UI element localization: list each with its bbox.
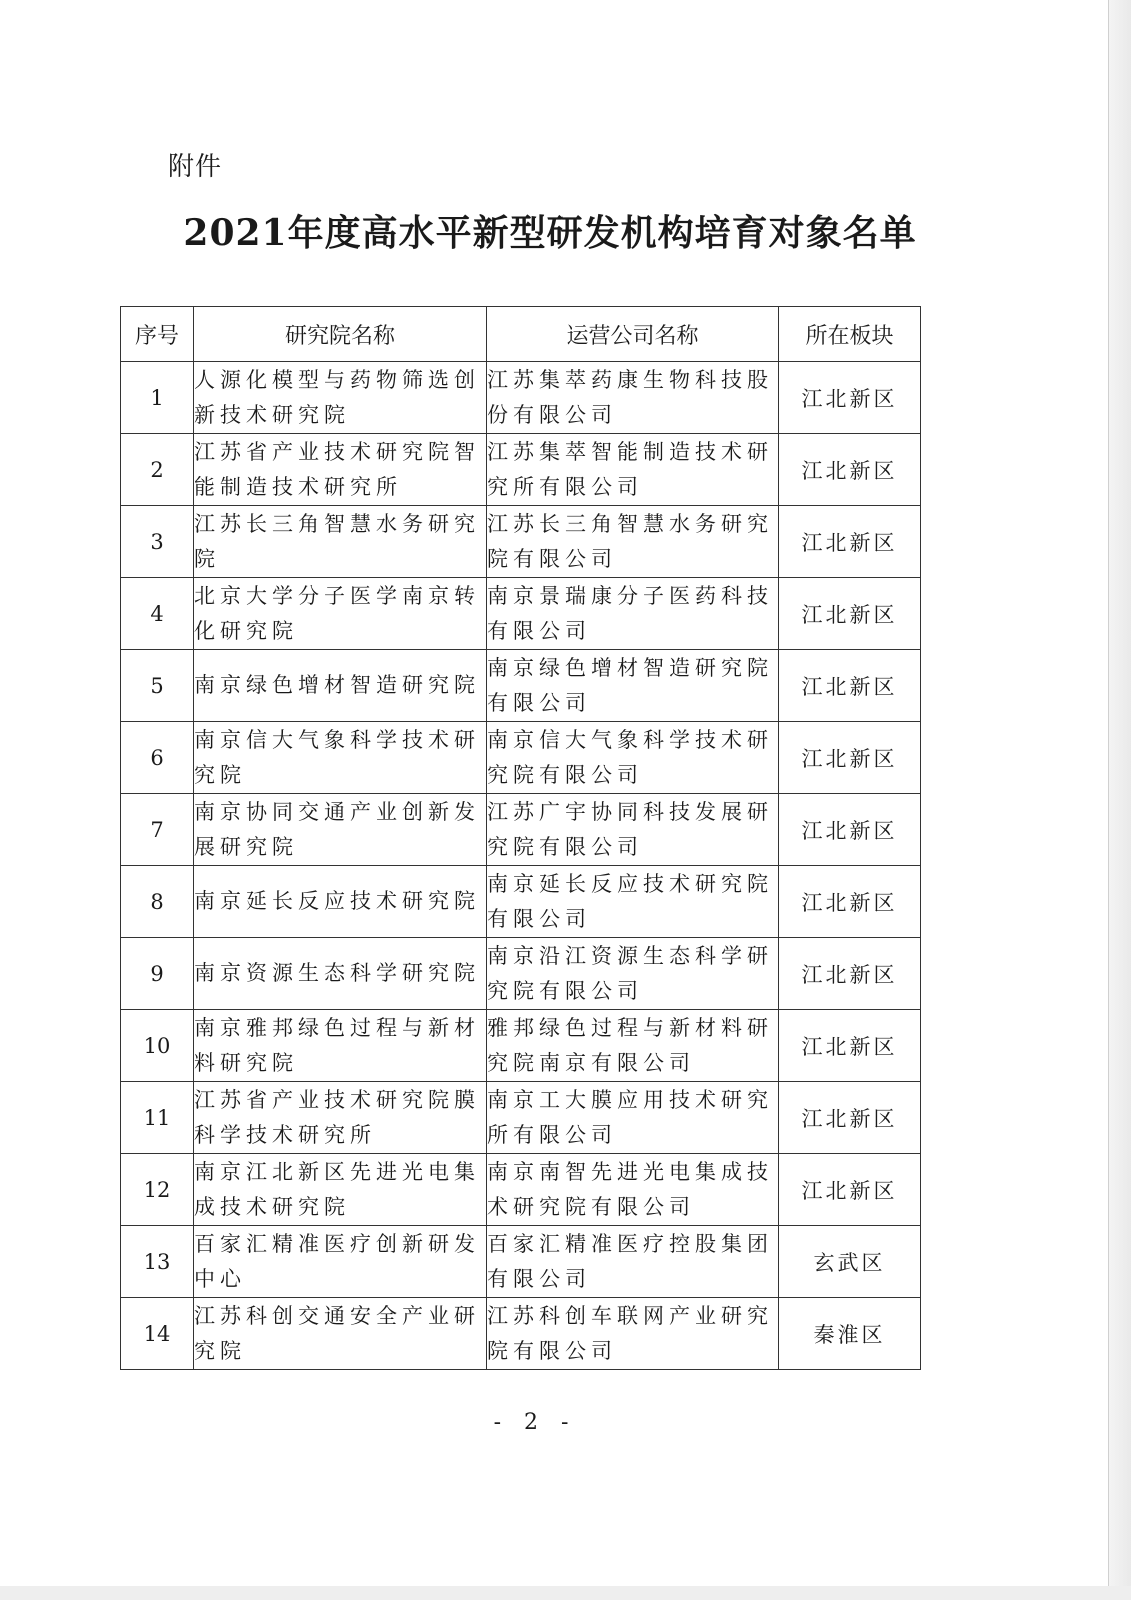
serial-number-cell: 4 (121, 578, 194, 650)
institute-name-cell: 江苏科创交通安全产业研究院 (194, 1298, 487, 1370)
serial-number-cell: 2 (121, 434, 194, 506)
company-name-cell: 南京绿色增材智造研究院有限公司 (487, 650, 779, 722)
institute-name-cell: 南京江北新区先进光电集成技术研究院 (194, 1154, 487, 1226)
company-name-cell: 江苏广宇协同科技发展研究院有限公司 (487, 794, 779, 866)
company-name-cell: 雅邦绿色过程与新材料研究院南京有限公司 (487, 1010, 779, 1082)
institute-name-cell: 南京资源生态科学研究院 (194, 938, 487, 1010)
district-cell: 江北新区 (779, 578, 921, 650)
institute-name-cell: 百家汇精准医疗创新研发中心 (194, 1226, 487, 1298)
institute-name-cell: 南京雅邦绿色过程与新材料研究院 (194, 1010, 487, 1082)
header-serial-number: 序号 (121, 307, 194, 362)
institution-table (120, 306, 921, 1370)
institute-name-cell: 北京大学分子医学南京转化研究院 (194, 578, 487, 650)
company-name-cell: 南京沿江资源生态科学研究院有限公司 (487, 938, 779, 1010)
district-cell: 江北新区 (779, 866, 921, 938)
table-row (121, 722, 921, 794)
district-cell: 江北新区 (779, 794, 921, 866)
district-cell: 江北新区 (779, 650, 921, 722)
institute-name-cell: 南京信大气象科学技术研究院 (194, 722, 487, 794)
table-row (121, 1010, 921, 1082)
institute-name-cell: 南京协同交通产业创新发展研究院 (194, 794, 487, 866)
institute-name-cell: 江苏省产业技术研究院膜科学技术研究所 (194, 1082, 487, 1154)
serial-number-cell: 6 (121, 722, 194, 794)
district-cell: 江北新区 (779, 1154, 921, 1226)
serial-number-cell: 12 (121, 1154, 194, 1226)
district-cell: 江北新区 (779, 1010, 921, 1082)
institute-name-cell: 南京延长反应技术研究院 (194, 866, 487, 938)
serial-number-cell: 5 (121, 650, 194, 722)
document-title: 2021年度高水平新型研发机构培育对象名单 (183, 212, 917, 254)
district-cell: 江北新区 (779, 938, 921, 1010)
table-row (121, 434, 921, 506)
institute-name-cell: 南京绿色增材智造研究院 (194, 650, 487, 722)
district-cell: 秦淮区 (779, 1298, 921, 1370)
company-name-cell: 南京南智先进光电集成技术研究院有限公司 (487, 1154, 779, 1226)
district-cell: 江北新区 (779, 362, 921, 434)
company-name-cell: 百家汇精准医疗控股集团有限公司 (487, 1226, 779, 1298)
district-cell: 江北新区 (779, 434, 921, 506)
company-name-cell: 南京工大膜应用技术研究所有限公司 (487, 1082, 779, 1154)
table-row (121, 1226, 921, 1298)
table-row (121, 1298, 921, 1370)
table-row (121, 650, 921, 722)
company-name-cell: 南京景瑞康分子医药科技有限公司 (487, 578, 779, 650)
company-name-cell: 江苏长三角智慧水务研究院有限公司 (487, 506, 779, 578)
table-body (121, 362, 921, 1370)
serial-number-cell: 13 (121, 1226, 194, 1298)
table-row (121, 1082, 921, 1154)
header-district: 所在板块 (779, 307, 921, 362)
serial-number-cell: 9 (121, 938, 194, 1010)
district-cell: 江北新区 (779, 506, 921, 578)
serial-number-cell: 7 (121, 794, 194, 866)
company-name-cell: 江苏集萃智能制造技术研究所有限公司 (487, 434, 779, 506)
company-name-cell: 南京信大气象科学技术研究院有限公司 (487, 722, 779, 794)
company-name-cell: 江苏集萃药康生物科技股份有限公司 (487, 362, 779, 434)
table-row (121, 938, 921, 1010)
district-cell: 江北新区 (779, 1082, 921, 1154)
scan-edge (1108, 0, 1131, 1600)
institute-name-cell: 江苏省产业技术研究院智能制造技术研究所 (194, 434, 487, 506)
serial-number-cell: 3 (121, 506, 194, 578)
serial-number-cell: 10 (121, 1010, 194, 1082)
header-company-name: 运营公司名称 (487, 307, 779, 362)
scan-edge-bottom (0, 1586, 1131, 1600)
page-number: - 2 - (493, 1410, 577, 1435)
header-institute-name: 研究院名称 (194, 307, 487, 362)
table-row (121, 794, 921, 866)
district-cell: 江北新区 (779, 722, 921, 794)
institute-name-cell: 江苏长三角智慧水务研究院 (194, 506, 487, 578)
company-name-cell: 江苏科创车联网产业研究院有限公司 (487, 1298, 779, 1370)
serial-number-cell: 1 (121, 362, 194, 434)
institute-name-cell: 人源化模型与药物筛选创新技术研究院 (194, 362, 487, 434)
serial-number-cell: 8 (121, 866, 194, 938)
serial-number-cell: 11 (121, 1082, 194, 1154)
table-row (121, 578, 921, 650)
district-cell: 玄武区 (779, 1226, 921, 1298)
table-row (121, 362, 921, 434)
serial-number-cell: 14 (121, 1298, 194, 1370)
attachment-label: 附件 (168, 152, 223, 182)
table-row (121, 1154, 921, 1226)
table-header-row (121, 307, 921, 362)
table-row (121, 866, 921, 938)
table-row (121, 506, 921, 578)
company-name-cell: 南京延长反应技术研究院有限公司 (487, 866, 779, 938)
